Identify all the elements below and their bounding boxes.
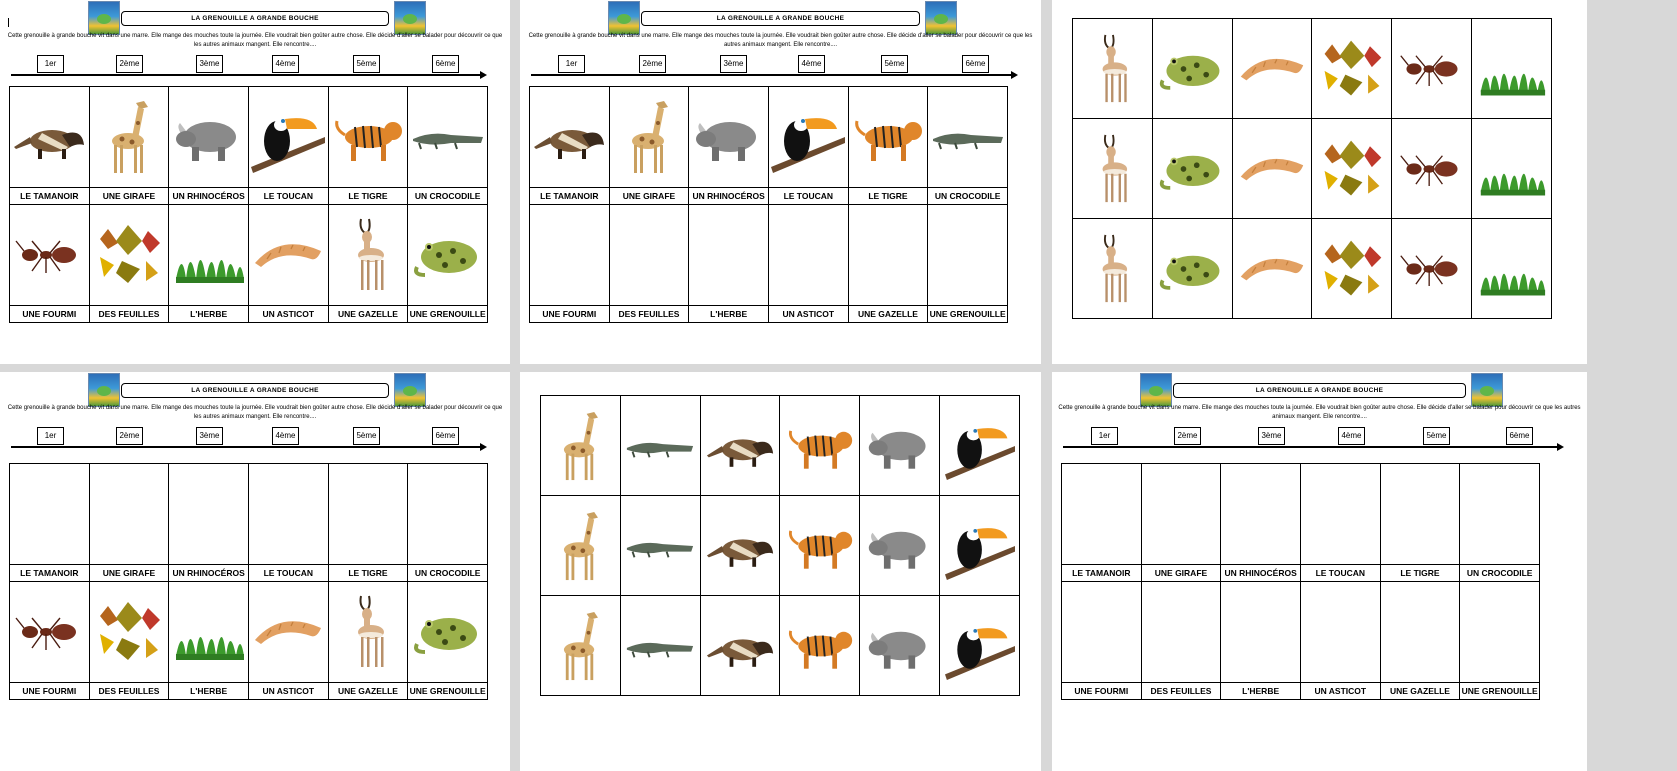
worksheet-page-all-empty [1052, 372, 1587, 771]
picture-cell[interactable] [768, 87, 848, 188]
ordinal-box: 6ème [432, 55, 459, 73]
cutout-cell[interactable] [1312, 119, 1392, 219]
cutout-cell[interactable] [940, 496, 1020, 596]
maggot-image [249, 592, 328, 672]
animal-label: UN CROCODILE [928, 188, 1008, 205]
picture-cell[interactable] [10, 87, 90, 188]
picture-cell[interactable] [328, 205, 408, 306]
ordinal-box: 1er [37, 55, 64, 73]
worksheet-header [0, 0, 510, 80]
crocodile-image [621, 406, 700, 486]
cutout-row [1073, 19, 1552, 119]
picture-row [10, 205, 488, 306]
animal-label: UN ASTICOT [248, 683, 328, 700]
animal-label: UN ASTICOT [1300, 683, 1380, 700]
story-intro: Cette grenouille à grande bouche vit dans une marre. Elle mange des mouches toute la journée. Elle voudrait bien goûter autre chose. Elle décide d'aller se balader pour découvrir ce que les autres animaux mangent. Elle rencontre.... [528, 33, 1033, 48]
book-cover-image [88, 373, 120, 407]
animal-label: UNE GAZELLE [328, 306, 408, 323]
maggot-image [1233, 29, 1312, 109]
picture-cell[interactable] [89, 205, 169, 306]
tiger-image [780, 406, 859, 486]
picture-cell[interactable] [1380, 464, 1460, 565]
picture-cell[interactable] [408, 87, 488, 188]
rhinoceros-image [689, 97, 768, 177]
cutout-cell[interactable] [1073, 19, 1153, 119]
picture-cell[interactable] [689, 87, 769, 188]
picture-cell[interactable] [1460, 464, 1540, 565]
frog-image [1153, 129, 1232, 209]
cutout-cell[interactable] [1472, 219, 1552, 319]
animal-label: UNE GAZELLE [848, 306, 928, 323]
picture-cell[interactable] [248, 464, 328, 565]
label-row [10, 565, 488, 582]
cutout-cell[interactable] [1073, 119, 1153, 219]
picture-cell[interactable] [408, 464, 488, 565]
frog-image [408, 592, 487, 672]
ordinal-box: 4ème [272, 427, 299, 445]
toucan-image [769, 97, 848, 177]
rhinoceros-image [169, 97, 248, 177]
label-row [530, 188, 1008, 205]
book-cover-image [88, 1, 120, 35]
cutout-page-prey [1052, 0, 1587, 364]
picture-cell[interactable] [10, 582, 90, 683]
cutout-grid [1072, 18, 1552, 319]
ordinal-box: 1er [1091, 427, 1118, 445]
ant-image [1392, 129, 1471, 209]
picture-cell[interactable] [1460, 582, 1540, 683]
ordinal-box: 3ème [720, 55, 747, 73]
gazelle-image [1073, 129, 1152, 209]
animal-label: DES FEUILLES [609, 306, 689, 323]
sequence-arrow [11, 446, 481, 448]
animal-label: UN CROCODILE [408, 188, 488, 205]
animal-label: L'HERBE [169, 306, 249, 323]
cutout-cell[interactable] [700, 496, 780, 596]
animal-label: UN CROCODILE [408, 565, 488, 582]
sequence-arrow [531, 74, 1012, 76]
ordinal-box: 3ème [1258, 427, 1285, 445]
leaves-image [1312, 129, 1391, 209]
picture-cell[interactable] [1141, 464, 1221, 565]
picture-cell[interactable] [1380, 582, 1460, 683]
ordinal-box: 4ème [1338, 427, 1365, 445]
maggot-image [249, 215, 328, 295]
animal-label: UNE GRENOUILLE [928, 306, 1008, 323]
worksheet-page-bottom-empty [520, 0, 1041, 364]
animal-label: LE TOUCAN [768, 188, 848, 205]
worksheet-page-complete [0, 0, 510, 364]
crocodile-image [408, 97, 487, 177]
picture-cell[interactable] [928, 205, 1008, 306]
story-intro: Cette grenouille à grande bouche vit dans une marre. Elle mange des mouches toute la journée. Elle voudrait bien goûter autre chose. Elle décide d'aller se balader pour découvrir ce que les autres animaux mangent. Elle rencontre.... [1058, 405, 1581, 420]
label-row [530, 306, 1008, 323]
picture-cell[interactable] [768, 205, 848, 306]
animal-label: LE TAMANOIR [530, 188, 610, 205]
ordinal-box: 3ème [196, 55, 223, 73]
animal-label: LE TIGRE [1380, 565, 1460, 582]
cutout-cell[interactable] [620, 596, 700, 696]
worksheet-title: LA GRENOUILLE A GRANDE BOUCHE [121, 383, 389, 398]
animal-label: LE TIGRE [328, 188, 408, 205]
ordinal-box: 2ème [1174, 427, 1201, 445]
worksheet-header [1052, 372, 1587, 452]
picture-row [530, 205, 1008, 306]
anteater-image [701, 406, 780, 486]
animal-label: LE TOUCAN [1300, 565, 1380, 582]
cutout-row [541, 496, 1020, 596]
picture-cell[interactable] [408, 205, 488, 306]
animal-label: LE TAMANOIR [10, 565, 90, 582]
animal-label: UNE GRENOUILLE [408, 306, 488, 323]
animal-label: L'HERBE [1221, 683, 1301, 700]
label-row [1062, 565, 1540, 582]
ordinal-box: 2ème [639, 55, 666, 73]
picture-cell[interactable] [848, 205, 928, 306]
worksheet-title: LA GRENOUILLE A GRANDE BOUCHE [641, 11, 920, 26]
maggot-image [1233, 229, 1312, 309]
tiger-image [780, 606, 859, 686]
picture-cell[interactable] [89, 464, 169, 565]
picture-cell[interactable] [169, 464, 249, 565]
giraffe-image [541, 506, 620, 586]
cutout-cell[interactable] [1152, 19, 1232, 119]
animal-label: UN RHINOCÉROS [689, 188, 769, 205]
animal-grid [9, 463, 488, 700]
leaves-image [1312, 229, 1391, 309]
grass-image [1472, 129, 1551, 209]
picture-cell[interactable] [1062, 464, 1142, 565]
anteater-image [10, 97, 89, 177]
ordinal-box: 3ème [196, 427, 223, 445]
anteater-image [530, 97, 609, 177]
cutout-cell[interactable] [780, 396, 860, 496]
leaves-image [90, 215, 169, 295]
animal-label: UNE FOURMI [530, 306, 610, 323]
cutout-cell[interactable] [541, 396, 621, 496]
grass-image [1472, 229, 1551, 309]
rhinoceros-image [860, 406, 939, 486]
ant-image [10, 215, 89, 295]
maggot-image [1233, 129, 1312, 209]
picture-cell[interactable] [530, 205, 610, 306]
cutout-row [541, 396, 1020, 496]
anteater-image [701, 606, 780, 686]
book-cover-image [1140, 373, 1172, 407]
picture-cell[interactable] [328, 87, 408, 188]
picture-cell[interactable] [1141, 582, 1221, 683]
animal-label: UN ASTICOT [768, 306, 848, 323]
animal-label: DES FEUILLES [1141, 683, 1221, 700]
story-intro: Cette grenouille à grande bouche vit dans une marre. Elle mange des mouches toute la journée. Elle voudrait bien goûter autre chose. Elle décide d'aller se balader pour découvrir ce que les autres animaux mangent. Elle rencontre.... [7, 405, 503, 420]
cutout-row [1073, 219, 1552, 319]
cutout-cell[interactable] [541, 596, 621, 696]
animal-label: UNE FOURMI [10, 306, 90, 323]
picture-cell[interactable] [408, 582, 488, 683]
picture-cell[interactable] [1221, 464, 1301, 565]
tiger-image [849, 97, 928, 177]
animal-grid [9, 86, 488, 323]
ant-image [1392, 229, 1471, 309]
worksheet-header [0, 372, 510, 452]
picture-row [1062, 464, 1540, 565]
ordinal-box: 6ème [1506, 427, 1533, 445]
crocodile-image [621, 606, 700, 686]
cutout-cell[interactable] [860, 496, 940, 596]
ordinal-box: 6ème [962, 55, 989, 73]
ordinal-box: 1er [558, 55, 585, 73]
cutout-row [541, 596, 1020, 696]
cutout-cell[interactable] [1152, 119, 1232, 219]
animal-label: UNE GRENOUILLE [1460, 683, 1540, 700]
picture-cell[interactable] [928, 87, 1008, 188]
giraffe-image [90, 97, 169, 177]
picture-row [530, 87, 1008, 188]
tiger-image [780, 506, 859, 586]
cutout-cell[interactable] [1073, 219, 1153, 319]
animal-label: UN ASTICOT [248, 306, 328, 323]
cutout-cell[interactable] [780, 596, 860, 696]
animal-label: L'HERBE [689, 306, 769, 323]
ordinal-box: 2ème [116, 55, 143, 73]
story-intro: Cette grenouille à grande bouche vit dans une marre. Elle mange des mouches toute la journée. Elle voudrait bien goûter autre chose. Elle décide d'aller se balader pour découvrir ce que les autres animaux mangent. Elle rencontre.... [7, 33, 503, 48]
cutout-cell[interactable] [541, 496, 621, 596]
cutout-cell[interactable] [1392, 119, 1472, 219]
picture-row [10, 87, 488, 188]
cutout-cell[interactable] [620, 396, 700, 496]
cutout-cell[interactable] [780, 496, 860, 596]
animal-label: UNE FOURMI [10, 683, 90, 700]
picture-cell[interactable] [848, 87, 928, 188]
picture-cell[interactable] [248, 582, 328, 683]
picture-cell[interactable] [169, 582, 249, 683]
ant-image [1392, 29, 1471, 109]
frog-image [1153, 29, 1232, 109]
picture-cell[interactable] [248, 205, 328, 306]
grass-image [169, 592, 248, 672]
book-cover-image [608, 1, 640, 35]
picture-cell[interactable] [609, 205, 689, 306]
animal-grid [1061, 463, 1540, 700]
crocodile-image [928, 97, 1007, 177]
cutout-cell[interactable] [1312, 219, 1392, 319]
picture-cell[interactable] [1300, 582, 1380, 683]
cutout-cell[interactable] [860, 396, 940, 496]
picture-cell[interactable] [530, 87, 610, 188]
animal-label: UNE GIRAFE [1141, 565, 1221, 582]
cutout-cell[interactable] [1392, 19, 1472, 119]
picture-cell[interactable] [169, 87, 249, 188]
picture-row [10, 464, 488, 565]
animal-label: UNE GIRAFE [609, 188, 689, 205]
picture-cell[interactable] [689, 205, 769, 306]
ordinal-box: 5ème [1423, 427, 1450, 445]
frog-image [408, 215, 487, 295]
animal-label: LE TOUCAN [248, 188, 328, 205]
toucan-image [940, 406, 1019, 486]
worksheet-title: LA GRENOUILLE A GRANDE BOUCHE [121, 11, 389, 26]
frog-image [1153, 229, 1232, 309]
grass-image [169, 215, 248, 295]
cutout-grid [540, 395, 1020, 696]
animal-label: UN CROCODILE [1460, 565, 1540, 582]
picture-cell[interactable] [1062, 582, 1142, 683]
animal-label: LE TIGRE [328, 565, 408, 582]
animal-label: UNE GAZELLE [1380, 683, 1460, 700]
rhinoceros-image [860, 506, 939, 586]
animal-label: DES FEUILLES [89, 683, 169, 700]
ordinal-box: 4ème [798, 55, 825, 73]
ordinal-box: 5ème [353, 427, 380, 445]
label-row [10, 188, 488, 205]
animal-label: UNE GAZELLE [328, 683, 408, 700]
ordinal-box: 6ème [432, 427, 459, 445]
rhinoceros-image [860, 606, 939, 686]
picture-cell[interactable] [89, 582, 169, 683]
ordinal-box: 1er [37, 427, 64, 445]
cutout-cell[interactable] [1472, 119, 1552, 219]
cutout-cell[interactable] [700, 396, 780, 496]
picture-cell[interactable] [328, 464, 408, 565]
gazelle-image [1073, 229, 1152, 309]
cutout-cell[interactable] [1232, 19, 1312, 119]
worksheet-header [520, 0, 1041, 80]
leaves-image [1312, 29, 1391, 109]
animal-label: UNE GIRAFE [89, 565, 169, 582]
gazelle-image [1073, 29, 1152, 109]
animal-grid [529, 86, 1008, 323]
animal-label: LE TOUCAN [248, 565, 328, 582]
cutout-cell[interactable] [1232, 219, 1312, 319]
giraffe-image [610, 97, 689, 177]
toucan-image [940, 506, 1019, 586]
toucan-image [940, 606, 1019, 686]
animal-label: UN RHINOCÉROS [169, 188, 249, 205]
ordinal-box: 4ème [272, 55, 299, 73]
animal-label: LE TAMANOIR [10, 188, 90, 205]
giraffe-image [541, 406, 620, 486]
book-cover-image [394, 1, 426, 35]
picture-cell[interactable] [1221, 582, 1301, 683]
cutout-cell[interactable] [1152, 219, 1232, 319]
cutout-cell[interactable] [1312, 19, 1392, 119]
ordinal-box: 5ème [353, 55, 380, 73]
picture-cell[interactable] [89, 87, 169, 188]
book-cover-image [394, 373, 426, 407]
picture-cell[interactable] [248, 87, 328, 188]
cutout-cell[interactable] [700, 596, 780, 696]
cutout-cell[interactable] [940, 396, 1020, 496]
toucan-image [249, 97, 328, 177]
sequence-arrow [1063, 446, 1558, 448]
gazelle-image [329, 215, 408, 295]
gazelle-image [329, 592, 408, 672]
cutout-cell[interactable] [860, 596, 940, 696]
tiger-image [329, 97, 408, 177]
animal-label: UNE GRENOUILLE [408, 683, 488, 700]
animal-label: UN RHINOCÉROS [169, 565, 249, 582]
book-cover-image [1471, 373, 1503, 407]
grass-image [1472, 29, 1551, 109]
cutout-cell[interactable] [620, 496, 700, 596]
picture-row [10, 582, 488, 683]
leaves-image [90, 592, 169, 672]
animal-label: UNE FOURMI [1062, 683, 1142, 700]
book-cover-image [925, 1, 957, 35]
cutout-cell[interactable] [1472, 19, 1552, 119]
picture-cell[interactable] [10, 464, 90, 565]
cutout-page-predators [520, 372, 1041, 771]
ordinal-box: 5ème [881, 55, 908, 73]
giraffe-image [541, 606, 620, 686]
worksheet-page-top-empty [0, 372, 510, 771]
crocodile-image [621, 506, 700, 586]
worksheet-title: LA GRENOUILLE A GRANDE BOUCHE [1173, 383, 1466, 398]
picture-cell[interactable] [328, 582, 408, 683]
animal-label: LE TIGRE [848, 188, 928, 205]
animal-label: LE TAMANOIR [1062, 565, 1142, 582]
ordinal-box: 2ème [116, 427, 143, 445]
label-row [10, 683, 488, 700]
animal-label: UNE GIRAFE [89, 188, 169, 205]
cutout-cell[interactable] [1232, 119, 1312, 219]
cutout-cell[interactable] [940, 596, 1020, 696]
label-row [1062, 683, 1540, 700]
picture-cell[interactable] [609, 87, 689, 188]
picture-row [1062, 582, 1540, 683]
cutout-row [1073, 119, 1552, 219]
animal-label: L'HERBE [169, 683, 249, 700]
picture-cell[interactable] [10, 205, 90, 306]
label-row [10, 306, 488, 323]
ant-image [10, 592, 89, 672]
animal-label: DES FEUILLES [89, 306, 169, 323]
animal-label: UN RHINOCÉROS [1221, 565, 1301, 582]
sequence-arrow [11, 74, 481, 76]
picture-cell[interactable] [1300, 464, 1380, 565]
cutout-cell[interactable] [1392, 219, 1472, 319]
anteater-image [701, 506, 780, 586]
picture-cell[interactable] [169, 205, 249, 306]
